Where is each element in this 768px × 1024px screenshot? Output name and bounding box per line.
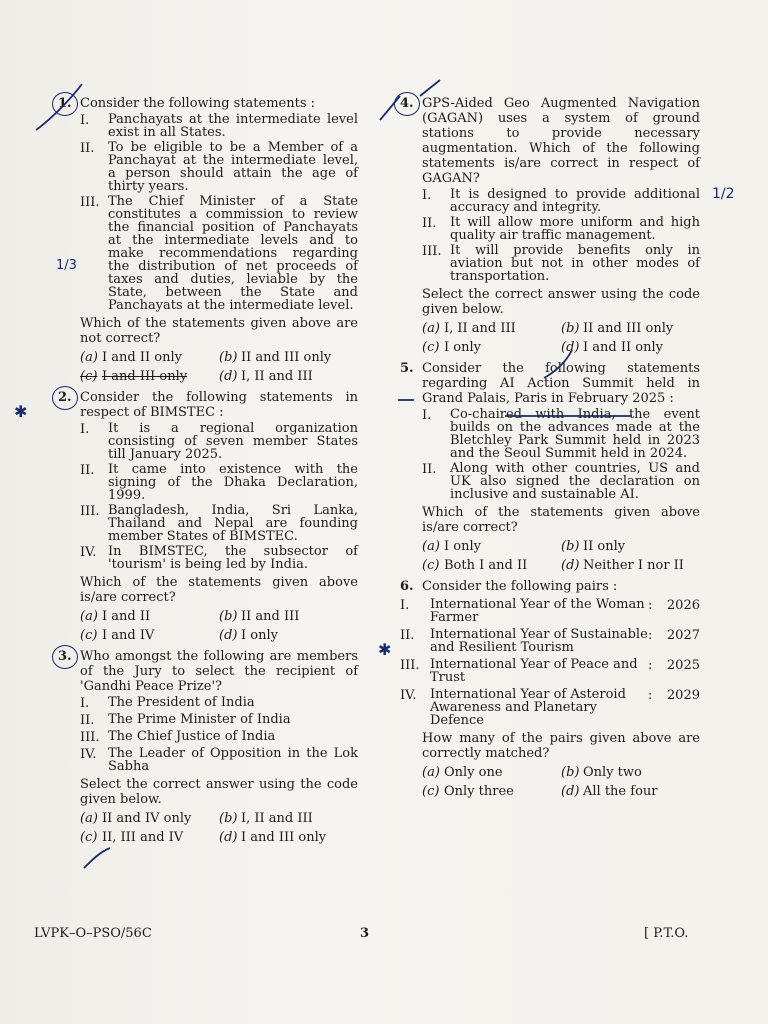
option-c: (c) I only bbox=[422, 340, 481, 355]
statement: III. The Chief Minister of a State constitutes a commission to review the financial position of Panchayats at the intermediate levels and to make recommendations regarding the distribution of net proceeds of taxes and duties, leviable by the State, between the State and Panchayats at the intermediate level. bbox=[80, 194, 358, 313]
question-ask: Which of the statements given above is/are correct? bbox=[422, 505, 700, 535]
tick-mark bbox=[36, 84, 82, 130]
question-stem: Consider the following pairs : bbox=[422, 579, 618, 594]
question-number: 1. bbox=[58, 96, 80, 111]
option-c: (c) Both I and II bbox=[422, 558, 528, 573]
option-b: (b) II only bbox=[561, 539, 626, 554]
tick-mark bbox=[84, 848, 110, 868]
option-a: (a) II and IV only bbox=[80, 811, 192, 826]
question-ask: Which of the statements given above is/are correct? bbox=[80, 575, 358, 605]
tick-mark bbox=[380, 80, 440, 120]
option-a: (a) I only bbox=[422, 539, 481, 554]
option-b: (b) II and III only bbox=[219, 350, 332, 365]
option-d: (d) I only bbox=[219, 628, 278, 643]
question-stem: GPS-Aided Geo Augmented Navigation (GAGAN) uses a system of ground stations to provide necessary augmentation. Which of the following statements is/are correct in respect of GAGAN? bbox=[422, 96, 700, 186]
statement: II. It will allow more uniform and high quality air traffic management. bbox=[422, 215, 700, 243]
question-stem: Consider the following statements in respect of BIMSTEC : bbox=[80, 390, 358, 420]
question-number: 6. bbox=[400, 579, 414, 594]
question-ask: Select the correct answer using the code given below. bbox=[422, 287, 700, 317]
option-c: (c) I and III only bbox=[80, 369, 188, 384]
question-number: 4. bbox=[400, 96, 422, 186]
pair-row: II. International Year of Sustainable and Resilient Tourism : 2027 bbox=[400, 627, 700, 655]
option-d: (d) I and III only bbox=[219, 830, 327, 845]
question-ask: Which of the statements given above are not correct? bbox=[80, 316, 358, 346]
pair-row: III. International Year of Peace and Trust : 2025 bbox=[400, 657, 700, 685]
page-number: 3 bbox=[360, 926, 370, 941]
question-number: 3. bbox=[58, 649, 80, 694]
pair-row: IV. International Year of Asteroid Awareness and Planetary Defence : 2029 bbox=[400, 687, 700, 728]
star-mark: ✱ bbox=[14, 402, 28, 421]
pair-row: I. International Year of the Woman Farmer : 2026 bbox=[400, 597, 700, 625]
statement: II. The Prime Minister of India bbox=[80, 712, 291, 728]
option-c: (c) Only three bbox=[422, 784, 514, 799]
option-c: (c) II, III and IV bbox=[80, 830, 184, 845]
margin-note: 1/3 bbox=[56, 258, 77, 273]
question-number: 2. bbox=[58, 390, 80, 420]
star-mark: ✱ bbox=[378, 640, 392, 659]
option-b: (b) II and III bbox=[219, 609, 300, 624]
statement: II. It came into existence with the signing of the Dhaka Declaration, 1999. bbox=[80, 462, 358, 503]
option-a: (a) I, II and III bbox=[422, 321, 516, 336]
statement: I. The President of India bbox=[80, 695, 255, 711]
option-a: (a) I and II bbox=[80, 609, 151, 624]
option-d: (d) Neither I nor II bbox=[561, 558, 684, 573]
pto-label: [ P.T.O. bbox=[644, 926, 689, 941]
statement: III. The Chief Justice of India bbox=[80, 729, 276, 745]
option-b: (b) II and III only bbox=[561, 321, 674, 336]
statement: I. It is designed to provide additional accuracy and integrity. bbox=[422, 187, 700, 215]
option-b: (b) Only two bbox=[561, 765, 642, 780]
option-d: (d) I, II and III bbox=[219, 369, 313, 384]
option-d: (d) I and II only bbox=[561, 340, 663, 355]
question-stem: Consider the following statements regarding AI Action Summit held in Grand Palais, Paris in February 2025 : bbox=[422, 361, 700, 406]
paper-code: LVPK–O–PSO/56C bbox=[34, 926, 152, 941]
option-a: (a) Only one bbox=[422, 765, 503, 780]
option-b: (b) I, II and III bbox=[219, 811, 313, 826]
option-c: (c) I and IV bbox=[80, 628, 155, 643]
statement: I. Panchayats at the intermediate level exist in all States. bbox=[80, 112, 358, 140]
margin-note: 1/2 bbox=[712, 186, 735, 202]
statement: I. Co-chaired with India, the event builds on the advances made at the Bletchley Park Summit held in 2023 and the Seoul Summit held in 2024. bbox=[422, 407, 700, 461]
question-number: 5. bbox=[400, 361, 414, 376]
tick-mark bbox=[544, 350, 572, 378]
question-stem: Consider the following statements : bbox=[80, 96, 316, 111]
option-a: (a) I and II only bbox=[80, 350, 182, 365]
option-d: (d) All the four bbox=[561, 784, 658, 799]
statement: I. It is a regional organization consisting of seven member States till January 2025. bbox=[80, 421, 358, 462]
question-ask: How many of the pairs given above are correctly matched? bbox=[422, 731, 700, 761]
question-ask: Select the correct answer using the code given below. bbox=[80, 777, 358, 807]
statement: IV. The Leader of Opposition in the Lok Sabha bbox=[80, 746, 358, 774]
statement: II. Along with other countries, US and UK also signed the declaration on inclusive and sustainable AI. bbox=[422, 461, 700, 502]
statement: II. To be eligible to be a Member of a Panchayat at the intermediate level, a person should attain the age of thirty years. bbox=[80, 140, 358, 194]
question-stem: Who amongst the following are members of the Jury to select the recipient of 'Gandhi Peace Prize'? bbox=[80, 649, 358, 694]
statement: III. Bangladesh, India, Sri Lanka, Thailand and Nepal are founding member States of BIMSTEC. bbox=[80, 503, 358, 544]
statement: III. It will provide benefits only in aviation but not in other modes of transportation. bbox=[422, 243, 700, 284]
statement: IV. In BIMSTEC, the subsector of 'tourism' is being led by India. bbox=[80, 544, 358, 572]
